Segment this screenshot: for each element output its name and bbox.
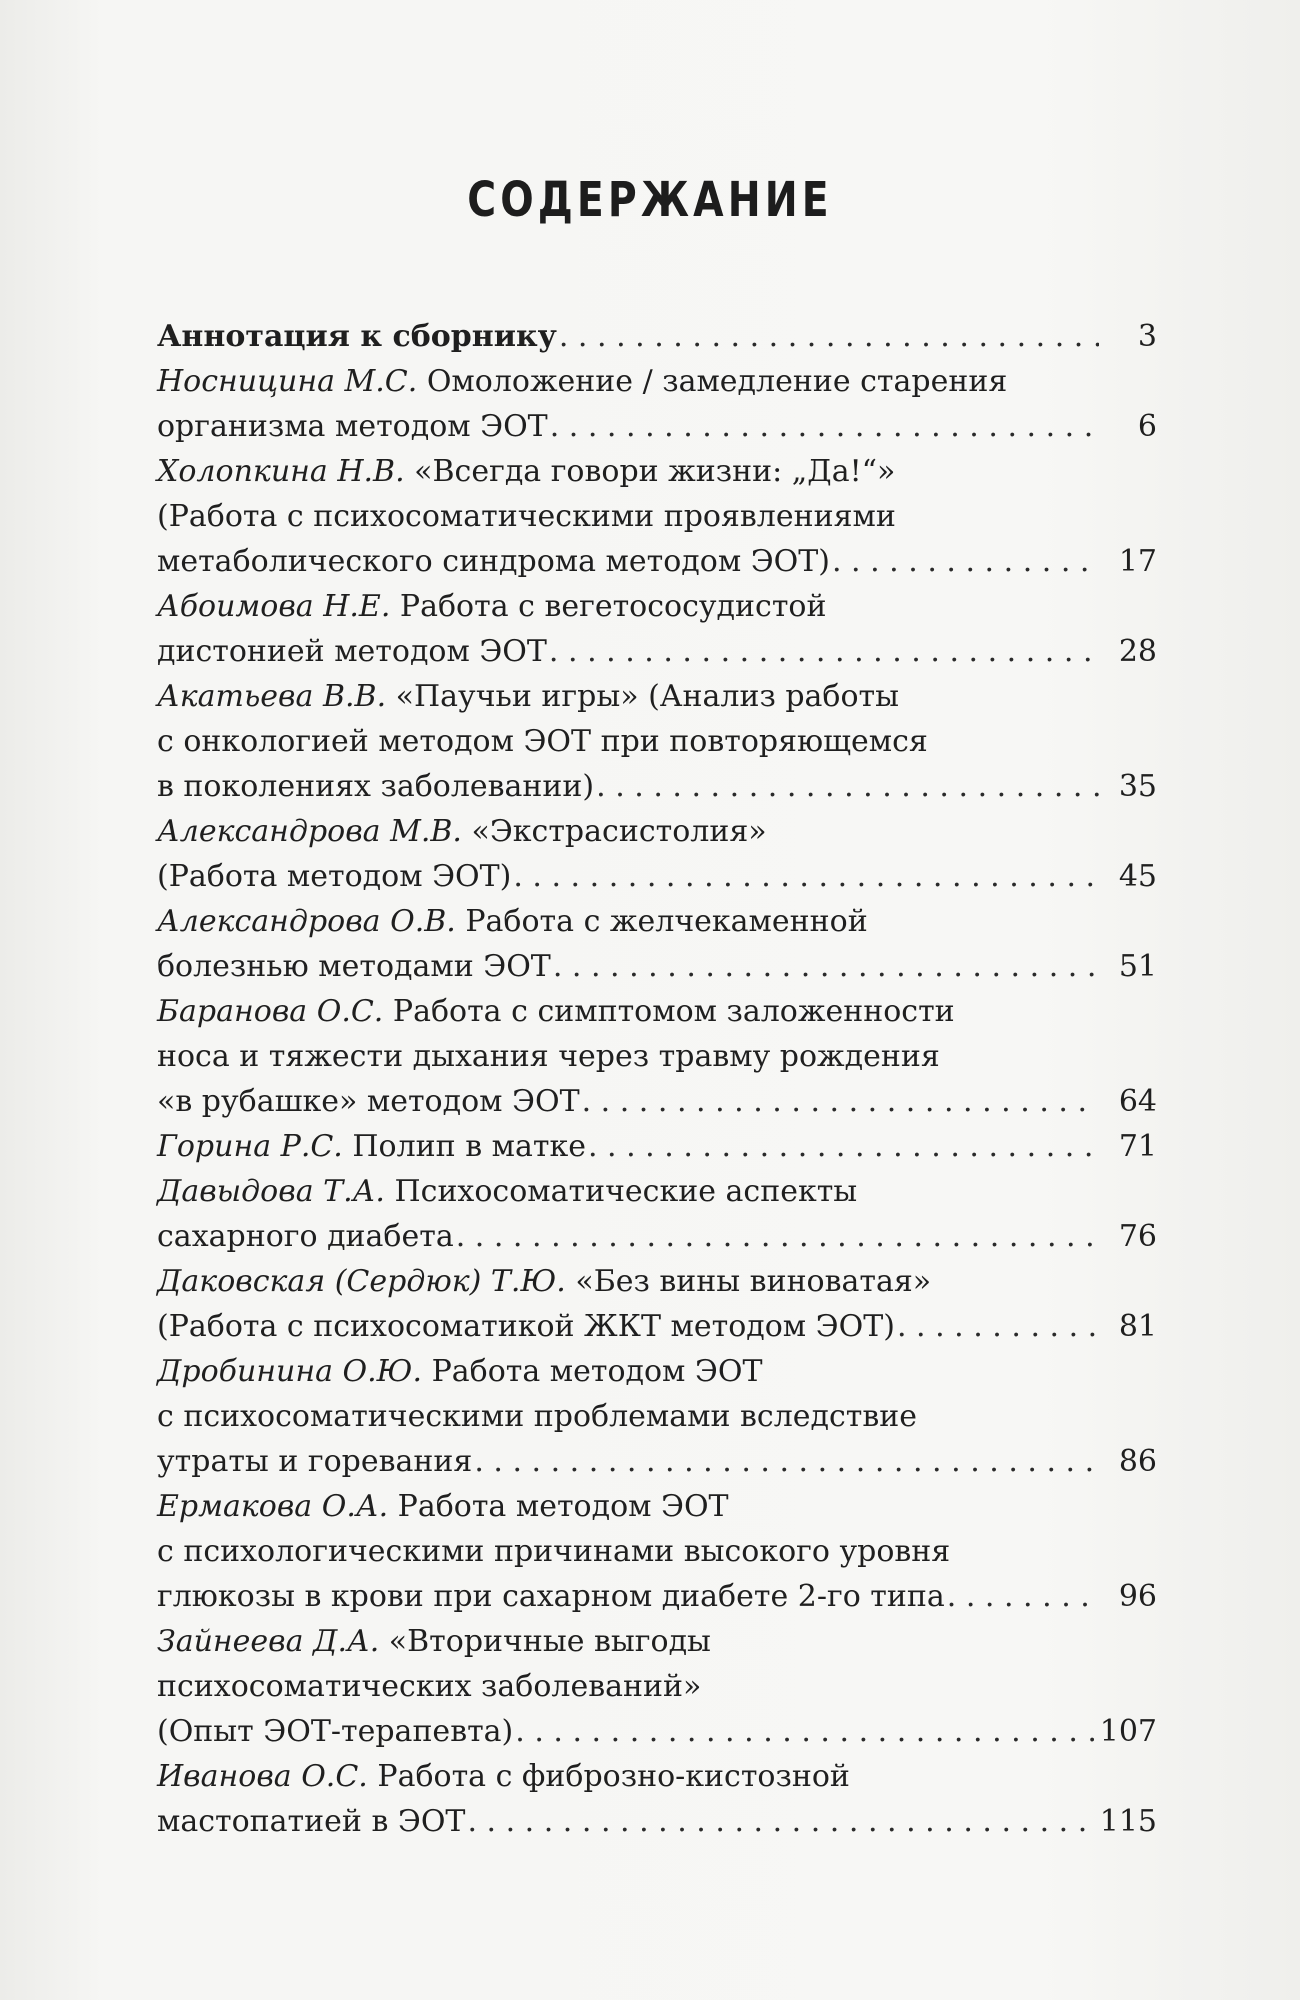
toc-author: Горина Р.С. <box>157 1129 343 1164</box>
toc-title-line: психосоматических заболеваний» <box>157 1669 702 1704</box>
toc-title-line: глюкозы в крови при сахарном диабете 2-го типа <box>157 1579 945 1614</box>
toc-title-line: (Работа методом ЭОТ) <box>157 859 512 894</box>
toc-entry[interactable] <box>157 1754 1157 1844</box>
toc-entry-last-line <box>157 1574 1157 1619</box>
table-of-contents <box>157 314 1157 1844</box>
toc-title-line: Работа с симптомом заложенности <box>383 994 955 1029</box>
toc-author: Даковская (Сердюк) Т.Ю. <box>157 1264 566 1299</box>
toc-title-line: (Опыт ЭОТ-терапевта) <box>157 1714 514 1749</box>
toc-title-line: с психосоматическими проблемами вследствие <box>157 1399 918 1434</box>
toc-entry[interactable] <box>157 584 1157 674</box>
toc-title-line: с психологическими причинами высокого уровня <box>157 1534 951 1569</box>
dot-leader <box>474 1439 1099 1484</box>
toc-author: Ермакова О.А. <box>157 1489 389 1524</box>
toc-author: Холопкина Н.В. <box>157 454 405 489</box>
toc-entry-line <box>157 1664 1157 1709</box>
toc-entry[interactable] <box>157 1619 1157 1754</box>
toc-entry-last-line <box>157 1439 1157 1484</box>
toc-page-number: 115 <box>1099 1804 1157 1839</box>
dot-leader <box>513 854 1099 899</box>
toc-entry-last-line <box>157 854 1157 899</box>
toc-page-number: 86 <box>1118 1444 1157 1479</box>
toc-title-line: Аннотация к сборнику <box>157 319 557 354</box>
toc-title-line: «Вторичные выгоды <box>379 1624 711 1659</box>
toc-entry[interactable] <box>157 1169 1157 1259</box>
toc-entry-text <box>157 1709 513 1754</box>
toc-entry[interactable] <box>157 1124 1157 1169</box>
toc-entry-text <box>157 629 547 674</box>
toc-author: Акатьева В.В. <box>157 679 387 714</box>
toc-entry-line <box>157 809 1157 854</box>
dot-leader <box>515 1709 1093 1754</box>
toc-entry-text <box>157 854 511 899</box>
toc-entry[interactable] <box>157 1484 1157 1619</box>
toc-entry-last-line <box>157 944 1157 989</box>
toc-entry-line <box>157 1394 1157 1439</box>
toc-entry-last-line <box>157 1799 1157 1844</box>
toc-page-number: 3 <box>1137 319 1157 354</box>
toc-entry-last-line <box>157 404 1157 449</box>
toc-entry-line <box>157 1259 1157 1304</box>
toc-title-line: в поколениях заболевании) <box>157 769 595 804</box>
toc-title-line: «Экстрасистолия» <box>461 814 767 849</box>
toc-title-line: мастопатией в ЭОТ <box>157 1804 466 1839</box>
toc-title-line: болезнью методами ЭОТ <box>157 949 551 984</box>
toc-page-number: 64 <box>1118 1084 1157 1119</box>
toc-author: Александрова М.В. <box>157 814 462 849</box>
toc-entry-last-line <box>157 629 1157 674</box>
toc-author: Зайнеева Д.А. <box>157 1624 380 1659</box>
toc-entry-line <box>157 584 1157 629</box>
bleed-through-text <box>180 70 190 105</box>
toc-entry-last-line <box>157 764 1157 809</box>
dot-leader <box>549 629 1099 674</box>
toc-entry-line <box>157 449 1157 494</box>
toc-entry[interactable] <box>157 359 1157 449</box>
toc-page-number: 76 <box>1118 1219 1157 1254</box>
toc-entry-line <box>157 674 1157 719</box>
dot-leader <box>559 314 1099 359</box>
toc-page-number: 51 <box>1118 949 1157 984</box>
toc-entry-text <box>157 1439 472 1484</box>
toc-page-number: 71 <box>1118 1129 1157 1164</box>
toc-entry-line <box>157 1619 1157 1664</box>
toc-title-line: Работа с вегетососудистой <box>390 589 827 624</box>
toc-entry-line <box>157 1349 1157 1394</box>
toc-entry-line <box>157 494 1157 539</box>
dot-leader <box>897 1304 1099 1349</box>
toc-title-line: утраты и горевания <box>157 1444 473 1479</box>
dot-leader <box>832 539 1099 584</box>
toc-entry-line <box>157 1484 1157 1529</box>
toc-entry[interactable] <box>157 314 1157 359</box>
toc-entry[interactable] <box>157 1349 1157 1484</box>
toc-author: Абоимова Н.Е. <box>157 589 391 624</box>
toc-entry-text <box>157 1079 580 1124</box>
toc-entry-line <box>157 1169 1157 1214</box>
toc-entry-last-line <box>157 539 1157 584</box>
toc-title-line: метаболического синдрома методом ЭОТ) <box>157 544 830 579</box>
dot-leader <box>467 1799 1093 1844</box>
dot-leader <box>596 764 1099 809</box>
toc-title-line: с онкологией методом ЭОТ при повторяющемся <box>157 724 928 759</box>
toc-title-line: Омоложение / замедление старения <box>417 364 1008 399</box>
toc-title-line: сахарного диабета <box>157 1219 454 1254</box>
toc-page-number: 6 <box>1137 409 1157 444</box>
toc-entry-text <box>157 539 830 584</box>
toc-entry-line <box>157 1529 1157 1574</box>
toc-title-line: носа и тяжести дыхания через травму рождения <box>157 1039 940 1074</box>
toc-entry-last-line <box>157 314 1157 359</box>
toc-entry-last-line <box>157 1079 1157 1124</box>
toc-author: Иванова О.С. <box>157 1759 368 1794</box>
toc-title-line: (Работа с психосоматикой ЖКТ методом ЭОТ) <box>157 1309 895 1344</box>
toc-entry-line <box>157 719 1157 764</box>
toc-entry-text <box>157 1799 465 1844</box>
toc-entry-text <box>157 764 594 809</box>
toc-title-line: «Всегда говори жизни: „Да!“» <box>404 454 896 489</box>
toc-title-line: организма методом ЭОТ <box>157 409 548 444</box>
toc-entry-last-line <box>157 1214 1157 1259</box>
toc-page-number: 107 <box>1099 1714 1157 1749</box>
toc-page-number: 28 <box>1118 634 1157 669</box>
toc-entry[interactable] <box>157 674 1157 809</box>
toc-title-line: (Работа с психосоматическими проявлениями <box>157 499 896 534</box>
toc-title-line: Полип в матке <box>342 1129 586 1164</box>
dot-leader <box>588 1124 1099 1169</box>
toc-title-line: «Паучьи игры» (Анализ работы <box>386 679 900 714</box>
toc-author: Носницина М.С. <box>157 364 418 399</box>
toc-entry[interactable] <box>157 989 1157 1124</box>
toc-entry[interactable] <box>157 809 1157 899</box>
toc-entry-line <box>157 989 1157 1034</box>
toc-page-number: 96 <box>1118 1579 1157 1614</box>
toc-author: Баранова О.С. <box>157 994 384 1029</box>
toc-entry-text <box>157 1124 586 1169</box>
toc-title-line: Работа с фиброзно-кистозной <box>367 1759 850 1794</box>
toc-page-number: 81 <box>1118 1309 1157 1344</box>
toc-entry-text <box>157 944 551 989</box>
toc-entry-line <box>157 359 1157 404</box>
toc-title-line: Психосоматические аспекты <box>384 1174 858 1209</box>
toc-entry[interactable] <box>157 1259 1157 1349</box>
toc-title-line: «в рубашке» методом ЭОТ <box>157 1084 580 1119</box>
toc-entry-line <box>157 899 1157 944</box>
toc-author: Александрова О.В. <box>157 904 456 939</box>
dot-leader <box>582 1079 1099 1124</box>
dot-leader <box>550 404 1099 449</box>
toc-entry-text <box>157 1304 895 1349</box>
page-title: СОДЕРЖАНИЕ <box>467 172 833 228</box>
toc-author: Дробинина О.Ю. <box>157 1354 423 1389</box>
toc-entry[interactable] <box>157 899 1157 989</box>
toc-page-number: 45 <box>1118 859 1157 894</box>
dot-leader <box>553 944 1099 989</box>
toc-title-line: Работа методом ЭОТ <box>388 1489 729 1524</box>
toc-page-number: 17 <box>1118 544 1157 579</box>
dot-leader <box>456 1214 1099 1259</box>
toc-author: Давыдова Т.А. <box>157 1174 385 1209</box>
toc-title-line: дистонией методом ЭОТ <box>157 634 547 669</box>
toc-entry-text <box>157 1214 454 1259</box>
toc-entry-last-line <box>157 1124 1157 1169</box>
toc-title-line: «Без вины виноватая» <box>565 1264 932 1299</box>
toc-entry[interactable] <box>157 449 1157 584</box>
toc-page-number: 35 <box>1118 769 1157 804</box>
toc-title-line: Работа с желчекаменной <box>455 904 868 939</box>
dot-leader <box>947 1574 1099 1619</box>
toc-entry-last-line <box>157 1304 1157 1349</box>
toc-entry-last-line <box>157 1709 1157 1754</box>
toc-entry-text <box>157 1574 945 1619</box>
toc-entry-text <box>157 404 548 449</box>
toc-entry-line <box>157 1754 1157 1799</box>
toc-title-line: Работа методом ЭОТ <box>422 1354 763 1389</box>
toc-entry-text <box>157 314 557 359</box>
toc-entry-line <box>157 1034 1157 1079</box>
